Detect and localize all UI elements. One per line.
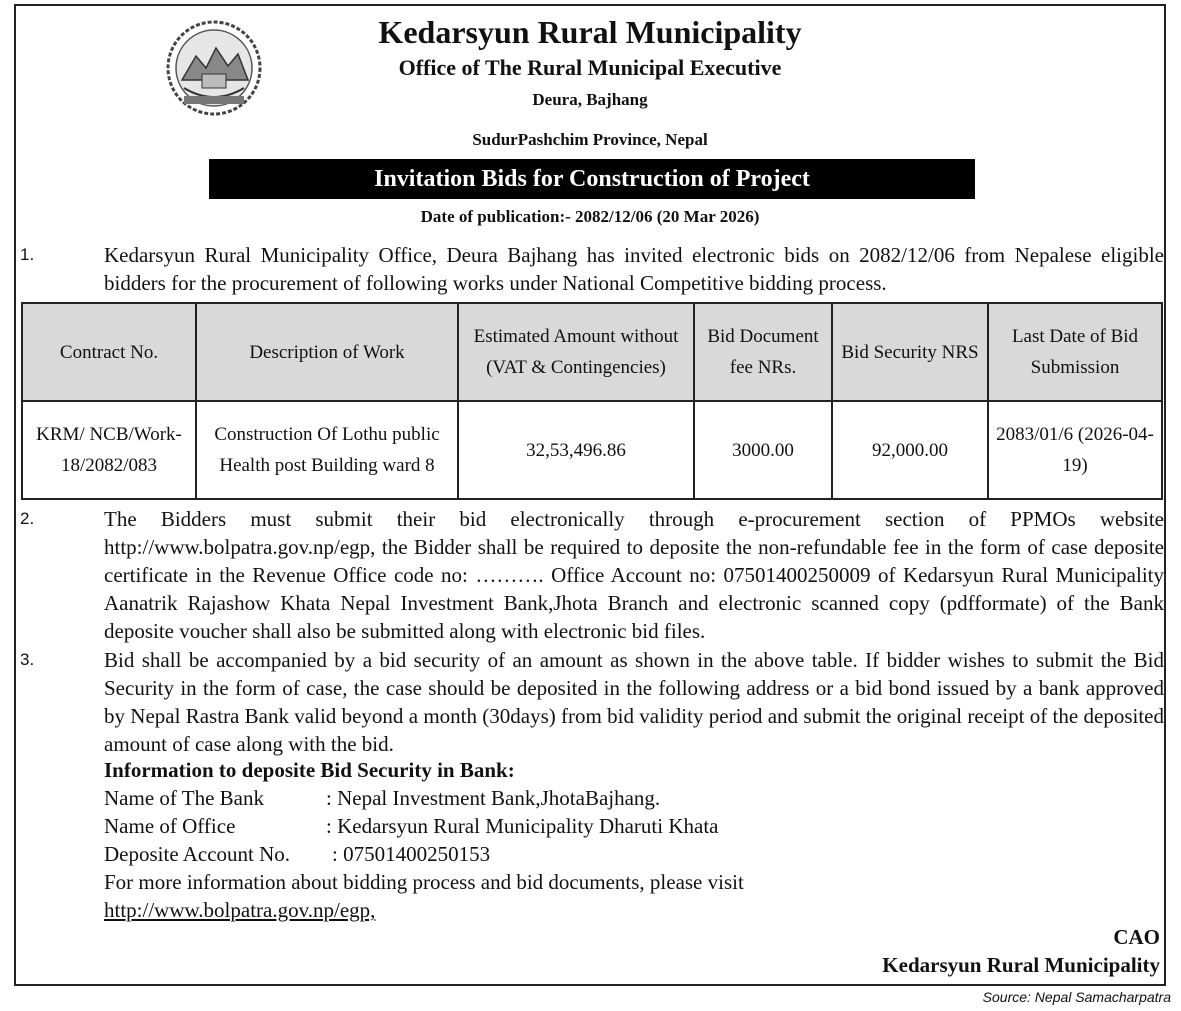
point-number: 1. — [20, 245, 35, 264]
column-header: Estimated Amount without (VAT & Contingencies) — [458, 303, 694, 401]
notice-banner: Invitation Bids for Construction of Project — [209, 159, 975, 199]
point-text: Kedarsyun Rural Municipality Office, Deura Bajhang has invited electronic bids on 2082/12/06 from Nepalese eligible bidders for the procurement of following works under National Competitive bidding process. — [104, 243, 1164, 295]
point-number: 2. — [20, 509, 35, 528]
bid-table — [21, 302, 1163, 500]
office-location: Deura, Bajhang — [532, 90, 648, 109]
source-credit: Source: Nepal Samacharpatra — [982, 989, 1171, 1005]
office-title: Office of The Rural Municipal Executive — [398, 55, 782, 80]
signatory-org: Kedarsyun Rural Municipality — [882, 953, 1160, 977]
table-header-row — [22, 303, 1162, 401]
column-header: Last Date of Bid Submission — [988, 303, 1162, 401]
office-province: SudurPashchim Province, Nepal — [472, 130, 708, 149]
bank-name-label: Name of The Bank — [104, 786, 264, 810]
bolpatra-link[interactable]: http://www.bolpatra.gov.np/egp, — [104, 898, 376, 922]
column-header: Description of Work — [196, 303, 458, 401]
last-date-cell: 2083/01/6 (2026-04-19) — [988, 401, 1162, 499]
municipality-title: Kedarsyun Rural Municipality — [378, 14, 802, 50]
description-cell: Construction Of Lothu public Health post Building ward 8 — [196, 401, 458, 499]
column-header: Bid Security NRS — [832, 303, 988, 401]
table-row — [22, 401, 1162, 499]
column-header: Contract No. — [22, 303, 196, 401]
more-info-text: For more information about bidding process and bid documents, please visit — [104, 870, 744, 894]
bid-security-cell: 92,000.00 — [832, 401, 988, 499]
office-name-row — [104, 812, 719, 840]
account-row — [104, 840, 490, 868]
contract-no-cell: KRM/ NCB/Work-18/2082/083 — [22, 401, 196, 499]
letterhead — [16, 12, 1164, 154]
point-number: 3. — [20, 650, 35, 669]
column-header: Bid Document fee NRs. — [694, 303, 832, 401]
estimated-amount-cell: 32,53,496.86 — [458, 401, 694, 499]
document-fee-cell: 3000.00 — [694, 401, 832, 499]
account-label: Deposite Account No. — [104, 842, 291, 866]
office-name-value: : Kedarsyun Rural Municipality Dharuti Khata — [326, 814, 719, 838]
publication-date: Date of publication:- 2082/12/06 (20 Mar 2026) — [420, 207, 760, 226]
signatory-role: CAO — [1113, 925, 1160, 949]
account-value: : 07501400250153 — [332, 842, 491, 866]
deposit-info-heading: Information to deposite Bid Security in Bank: — [104, 758, 515, 782]
bank-name-row — [104, 784, 660, 812]
bank-name-value: : Nepal Investment Bank,JhotaBajhang. — [326, 786, 661, 810]
office-name-label: Name of Office — [104, 814, 236, 838]
point-text: The Bidders must submit their bid electronically through e-procurement section of PPMOs website http://www.bolpatra.gov.np/egp, the Bidder shall be required to deposite the non-refundable fee in the form of case deposite certificate in the Revenue Office code no: ………. Office Account no: 07501400250009 of Kedarsyun Rural Municipality Aanatrik Rajashow Khata Nepal Investment Bank,Jhota Branch and electronic scanned copy (pdfformate) of the Bank deposite voucher shall also be submitted along with electronic bid files. — [104, 507, 1164, 643]
bid-notice-document — [14, 4, 1166, 986]
point-text: Bid shall be accompanied by a bid security of an amount as shown in the above table. If bidder wishes to submit the Bid Security in the form of case, the case should be deposited in the following address or a bid bond issued by a bank approved by Nepal Rastra Bank valid beyond a month (30days) from bid validity period and submit the original receipt of the deposited amount of case along with the bid. — [104, 648, 1164, 756]
